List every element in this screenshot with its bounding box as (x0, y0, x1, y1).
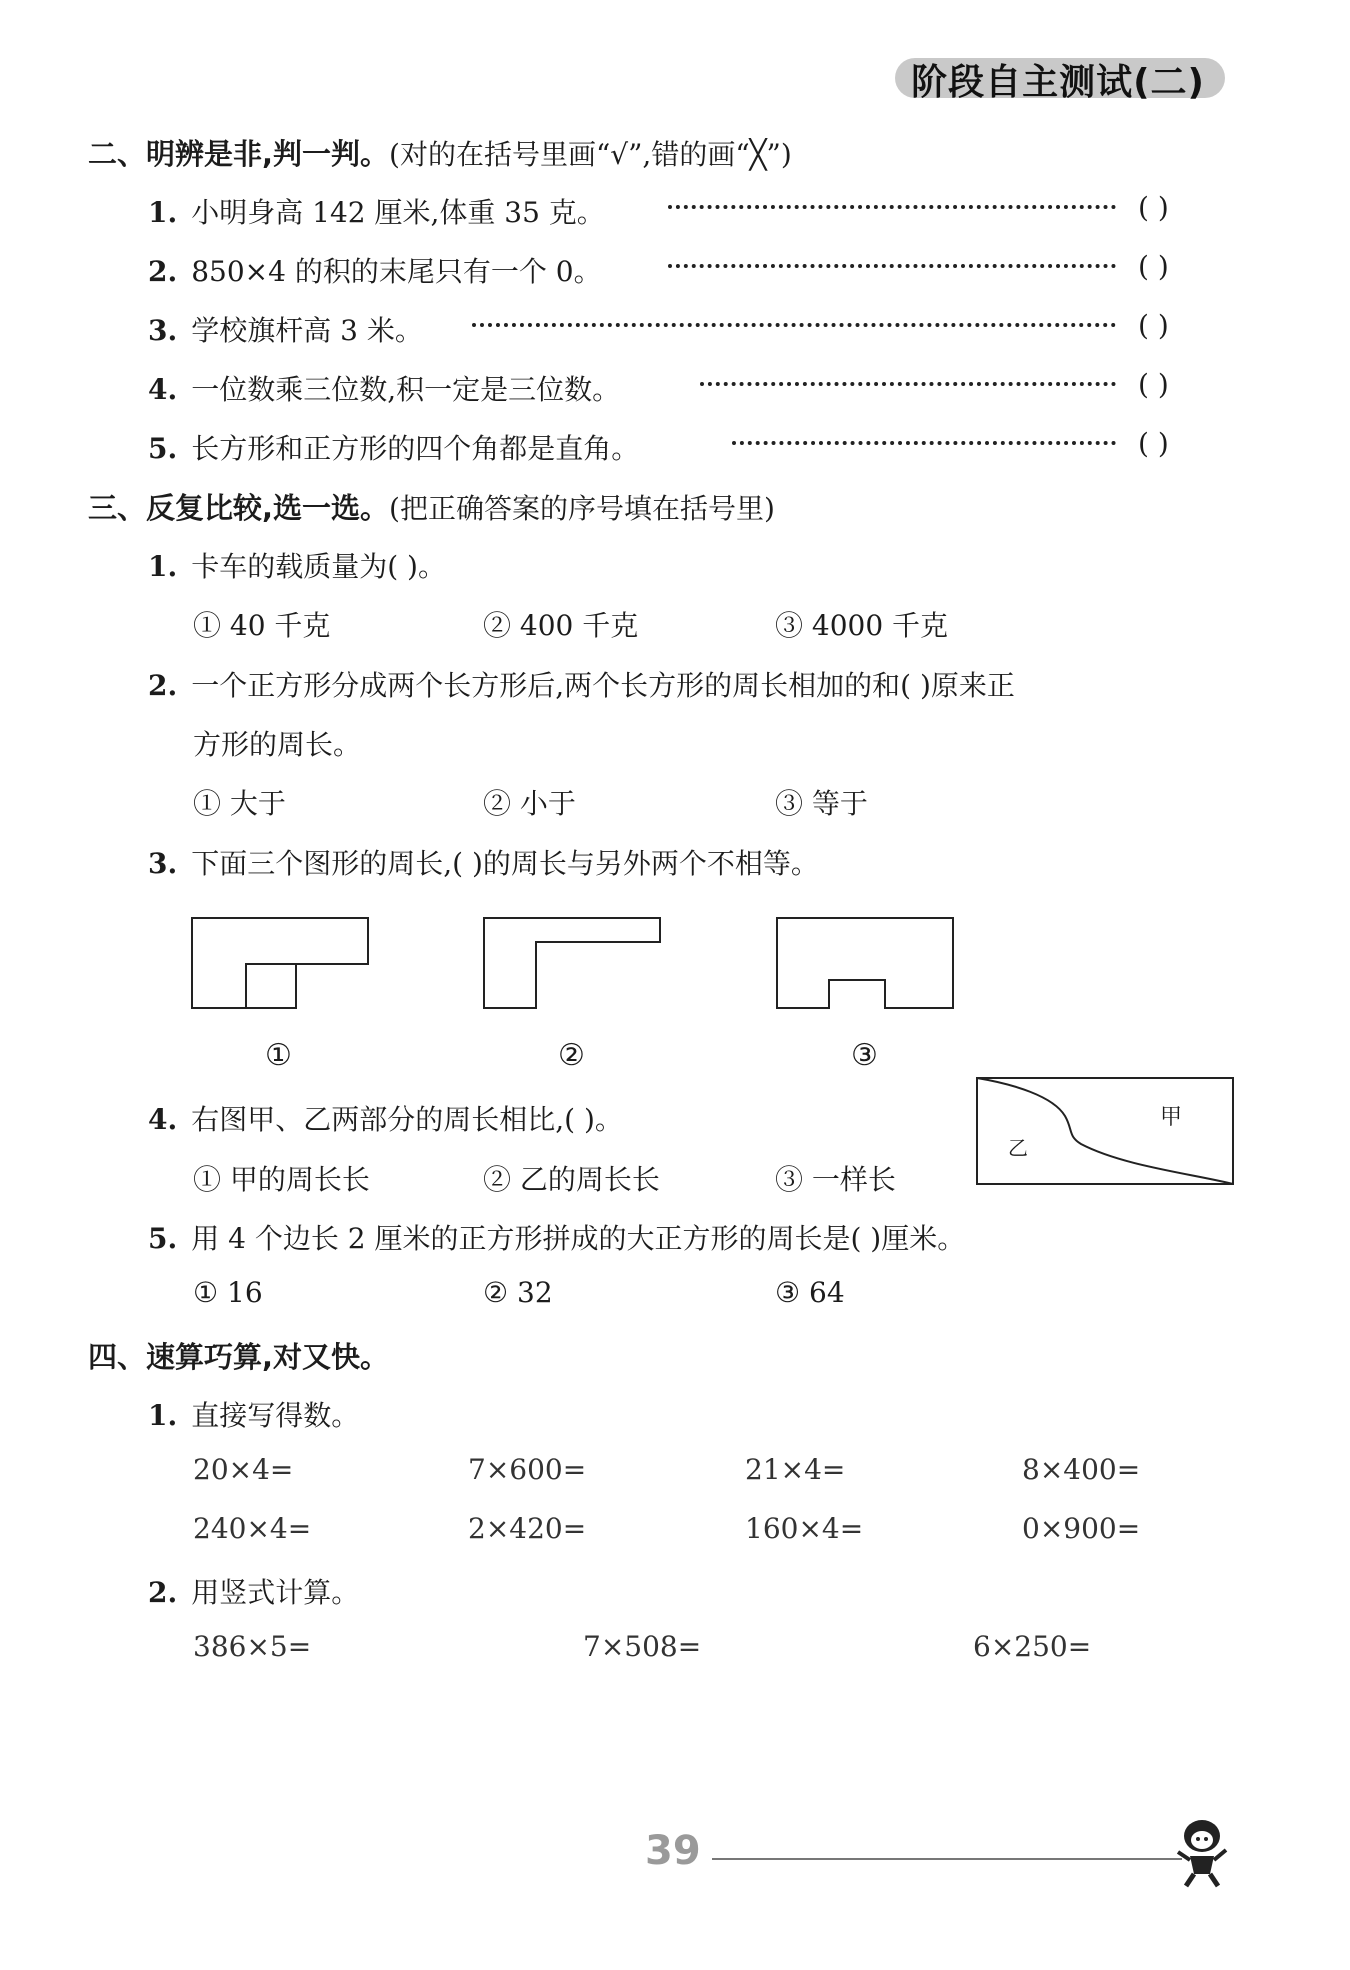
calc-item: 0×900= (1022, 1512, 1141, 1545)
item-text: 小明身高 142 厘米,体重 35 克。 (191, 196, 605, 229)
dot-leader (668, 205, 1116, 209)
choice-question-2 (148, 664, 1015, 704)
item-text: 长方形和正方形的四个角都是直角。 (191, 432, 640, 465)
answer-paren-5[interactable]: ( ) (1138, 427, 1169, 460)
cartoon-mascot-icon (1168, 1812, 1238, 1892)
option-1: ① 大于 (193, 787, 286, 820)
section-2-title: 二、明辨是非,判一判。 (88, 137, 390, 171)
figure-3-shape (773, 912, 963, 1014)
option-1: ① 16 (193, 1276, 263, 1309)
option-3: ③ 4000 千克 (775, 609, 949, 642)
option-1: ① 甲的周长长 (193, 1163, 370, 1196)
calc-item: 386×5= (193, 1630, 312, 1663)
calc-item: 20×4= (193, 1453, 294, 1486)
question-text: 用竖式计算。 (191, 1576, 360, 1609)
choice-question-1 (148, 545, 446, 585)
option-2: ② 400 千克 (483, 609, 639, 642)
section-2-note: (对的在括号里画“√”,错的画“╳”) (389, 138, 792, 171)
calc-item: 240×4= (193, 1512, 312, 1545)
item-number: 2. (148, 669, 178, 702)
item-number: 3. (148, 314, 178, 347)
judge-item-2 (148, 250, 602, 290)
dot-leader (668, 264, 1116, 268)
question-text: 卡车的载质量为( )。 (191, 550, 446, 583)
dot-leader (700, 382, 1116, 386)
dot-leader (472, 323, 1116, 327)
dot-leader (732, 441, 1116, 445)
item-number: 4. (148, 373, 178, 406)
choice-question-5 (148, 1217, 965, 1257)
judge-item-4 (148, 368, 620, 408)
calc-item: 7×508= (583, 1630, 702, 1663)
section-3-heading (88, 486, 775, 527)
calc-item: 21×4= (745, 1453, 846, 1486)
choice-question-4 (148, 1098, 623, 1138)
calc-item: 8×400= (1022, 1453, 1141, 1486)
calc-item: 6×250= (973, 1630, 1092, 1663)
test-title-badge (895, 52, 1225, 104)
answer-paren-4[interactable]: ( ) (1138, 368, 1169, 401)
label-yi: 乙 (1008, 1136, 1028, 1160)
figure-2-shape (480, 912, 670, 1014)
figure-1-shape (188, 912, 378, 1014)
question-text: 用 4 个边长 2 厘米的正方形拼成的大正方形的周长是( )厘米。 (191, 1222, 966, 1255)
calc-question-2 (148, 1571, 359, 1611)
option-3: ③ 64 (775, 1276, 845, 1309)
item-number: 2. (148, 1576, 178, 1609)
item-number: 4. (148, 1103, 178, 1136)
item-number: 3. (148, 847, 178, 880)
footer-rule (712, 1858, 1182, 1860)
figure-2-label: ② (558, 1038, 585, 1073)
answer-paren-1[interactable]: ( ) (1138, 191, 1169, 224)
label-jia: 甲 (1160, 1105, 1183, 1130)
figure-1-label: ① (265, 1038, 292, 1073)
judge-item-1 (148, 191, 605, 231)
item-text: 850×4 的积的末尾只有一个 0。 (191, 255, 602, 288)
calc-question-1 (148, 1394, 359, 1434)
item-text: 学校旗杆高 3 米。 (191, 314, 423, 347)
option-3: ③ 等于 (775, 787, 868, 820)
choice-question-3 (148, 842, 819, 882)
option-1: ① 40 千克 (193, 609, 331, 642)
calc-item: 7×600= (468, 1453, 587, 1486)
item-number: 5. (148, 432, 178, 465)
page-number: 39 (645, 1828, 701, 1874)
section-3-note: (把正确答案的序号填在括号里) (389, 492, 775, 525)
judge-item-5 (148, 427, 639, 467)
judge-item-3 (148, 309, 423, 349)
item-text: 一位数乘三位数,积一定是三位数。 (191, 373, 621, 406)
section-2-heading (88, 132, 792, 173)
item-number: 1. (148, 550, 178, 583)
question-text: 右图甲、乙两部分的周长相比,( )。 (191, 1103, 623, 1136)
question-text-continued: 方形的周长。 (193, 728, 362, 761)
calc-item: 160×4= (745, 1512, 864, 1545)
option-2: ② 小于 (483, 787, 576, 820)
answer-paren-2[interactable]: ( ) (1138, 250, 1169, 283)
question-text: 直接写得数。 (191, 1399, 360, 1432)
option-2: ② 32 (483, 1276, 553, 1309)
item-number: 5. (148, 1222, 178, 1255)
answer-paren-3[interactable]: ( ) (1138, 309, 1169, 342)
calc-item: 2×420= (468, 1512, 587, 1545)
question-text: 一个正方形分成两个长方形后,两个长方形的周长相加的和( )原来正 (191, 669, 1015, 702)
item-number: 1. (148, 1399, 178, 1432)
section-4-heading: 四、速算巧算,对又快。 (88, 1340, 390, 1374)
item-number: 2. (148, 255, 178, 288)
item-number: 1. (148, 196, 178, 229)
figure-3-label: ③ (851, 1038, 878, 1073)
section-3-title: 三、反复比较,选一选。 (88, 491, 390, 525)
test-title: 阶段自主测试(二) (911, 62, 1205, 103)
question-text: 下面三个图形的周长,( )的周长与另外两个不相等。 (191, 847, 819, 880)
option-3: ③ 一样长 (775, 1163, 896, 1196)
option-2: ② 乙的周长长 (483, 1163, 660, 1196)
